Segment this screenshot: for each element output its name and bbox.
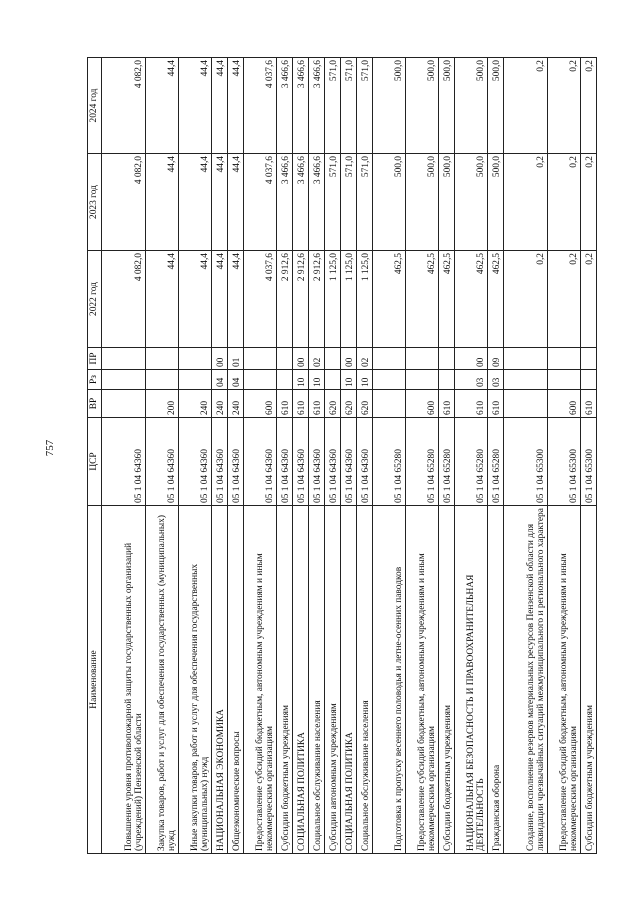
- row-value-2024: 500,0: [455, 58, 488, 154]
- row-value-2023: 44,4: [228, 154, 244, 251]
- row-csr: 05 1 04 65280: [488, 418, 504, 506]
- budget-table-container: [87, 58, 596, 854]
- row-pr: [581, 348, 597, 370]
- table-row: [504, 58, 548, 854]
- table-row: [439, 58, 455, 854]
- table-row: [146, 58, 179, 854]
- row-name: Предоставление субсидий бюджетным, автономным учреждениям и иным некоммерческим организациям: [406, 506, 439, 854]
- header-pr: ПР: [88, 348, 102, 370]
- row-value-2023: 3 466,6: [309, 154, 325, 251]
- row-name: СОЦИАЛЬНАЯ ПОЛИТИКА: [341, 506, 357, 854]
- row-value-2024: 44,4: [146, 58, 179, 154]
- row-pr: [102, 348, 146, 370]
- table-body: [102, 58, 597, 854]
- row-rz: [325, 370, 341, 390]
- row-name: Социальное обслуживание населения: [357, 506, 373, 854]
- row-rz: [277, 370, 293, 390]
- row-name: Социальное обслуживание населения: [309, 506, 325, 854]
- row-vr: [373, 390, 406, 418]
- row-value-2023: 500,0: [439, 154, 455, 251]
- row-rz: [439, 370, 455, 390]
- row-value-2024: 571,0: [325, 58, 341, 154]
- row-name: НАЦИОНАЛЬНАЯ БЕЗОПАСНОСТЬ И ПРАВООХРАНИТЕЛЬНАЯ ДЕЯТЕЛЬНОСТЬ: [455, 506, 488, 854]
- row-csr: 05 1 04 64360: [325, 418, 341, 506]
- row-pr: [146, 348, 179, 370]
- row-csr: 05 1 04 64360: [341, 418, 357, 506]
- row-vr: 620: [357, 390, 373, 418]
- row-value-2022: 4 037,6: [244, 251, 277, 348]
- row-rz: [179, 370, 212, 390]
- row-vr: 240: [212, 390, 228, 418]
- row-csr: 05 1 04 64360: [309, 418, 325, 506]
- header-2023: 2023 год: [88, 154, 102, 251]
- row-value-2022: 2 912,6: [277, 251, 293, 348]
- row-rz: 04: [228, 370, 244, 390]
- row-rz: 03: [488, 370, 504, 390]
- row-pr: [439, 348, 455, 370]
- row-value-2024: 571,0: [341, 58, 357, 154]
- row-name: Иные закупки товаров, работ и услуг для обеспечения государственных (муниципальных) нужд: [179, 506, 212, 854]
- row-value-2024: 3 466,6: [309, 58, 325, 154]
- row-value-2024: 44,4: [179, 58, 212, 154]
- row-value-2023: 0,2: [504, 154, 548, 251]
- row-value-2022: 462,5: [439, 251, 455, 348]
- row-value-2022: 2 912,6: [293, 251, 309, 348]
- row-rz: [548, 370, 581, 390]
- row-name: Гражданская оборона: [488, 506, 504, 854]
- row-pr: [373, 348, 406, 370]
- row-rz: [373, 370, 406, 390]
- row-pr: [406, 348, 439, 370]
- header-csr: ЦСР: [88, 418, 102, 506]
- row-value-2023: 500,0: [406, 154, 439, 251]
- row-value-2022: 1 125,0: [341, 251, 357, 348]
- table-row: [325, 58, 341, 854]
- row-vr: [504, 390, 548, 418]
- row-vr: 240: [228, 390, 244, 418]
- row-value-2023: 44,4: [179, 154, 212, 251]
- row-value-2023: 3 466,6: [293, 154, 309, 251]
- row-rz: 10: [309, 370, 325, 390]
- row-vr: 610: [581, 390, 597, 418]
- row-name: Закупка товаров, работ и услуг для обеспечения государственных (муниципальных) нужд: [146, 506, 179, 854]
- table-row: [309, 58, 325, 854]
- row-rz: 03: [455, 370, 488, 390]
- row-name: Подготовка к пропуску весеннего половодья и летне-осенних паводков: [373, 506, 406, 854]
- row-value-2024: 500,0: [488, 58, 504, 154]
- table-row: [293, 58, 309, 854]
- row-pr: [548, 348, 581, 370]
- row-value-2022: 2 912,6: [309, 251, 325, 348]
- row-vr: 610: [455, 390, 488, 418]
- table-row: [102, 58, 146, 854]
- row-value-2023: 44,4: [212, 154, 228, 251]
- row-rz: [581, 370, 597, 390]
- row-value-2022: 462,5: [455, 251, 488, 348]
- row-value-2024: 4 037,6: [244, 58, 277, 154]
- row-rz: [406, 370, 439, 390]
- row-name: Создание, восполнение резервов материальных ресурсов Пензенской области для ликвидации чрезвычайных ситуаций межмуниципального и регионального характера: [504, 506, 548, 854]
- row-name: НАЦИОНАЛЬНАЯ ЭКОНОМИКА: [212, 506, 228, 854]
- row-name: Предоставление субсидий бюджетным, автономным учреждениям и иным некоммерческим организациям: [548, 506, 581, 854]
- row-value-2023: 500,0: [455, 154, 488, 251]
- row-vr: 240: [179, 390, 212, 418]
- row-vr: 600: [406, 390, 439, 418]
- header-name: Наименование: [88, 506, 102, 854]
- row-value-2024: 500,0: [406, 58, 439, 154]
- row-name: Субсидии автономным учреждениям: [325, 506, 341, 854]
- row-name: Общеэкономические вопросы: [228, 506, 244, 854]
- table-row: [179, 58, 212, 854]
- row-csr: 05 1 04 65280: [455, 418, 488, 506]
- row-value-2023: 571,0: [357, 154, 373, 251]
- row-value-2024: 571,0: [357, 58, 373, 154]
- row-vr: 610: [488, 390, 504, 418]
- row-vr: 200: [146, 390, 179, 418]
- row-value-2022: 4 082,0: [102, 251, 146, 348]
- table-row: [548, 58, 581, 854]
- row-value-2023: 3 466,6: [277, 154, 293, 251]
- row-vr: 610: [309, 390, 325, 418]
- row-value-2024: 44,4: [212, 58, 228, 154]
- row-value-2023: 0,2: [548, 154, 581, 251]
- row-value-2023: 500,0: [488, 154, 504, 251]
- row-rz: 10: [341, 370, 357, 390]
- row-csr: 05 1 04 64360: [244, 418, 277, 506]
- table-row: [406, 58, 439, 854]
- row-rz: [504, 370, 548, 390]
- table-row: [455, 58, 488, 854]
- header-2022: 2022 год: [88, 251, 102, 348]
- row-value-2024: 0,2: [548, 58, 581, 154]
- row-value-2022: 1 125,0: [325, 251, 341, 348]
- row-value-2022: 0,2: [548, 251, 581, 348]
- row-value-2022: 0,2: [581, 251, 597, 348]
- row-csr: 05 1 04 65300: [581, 418, 597, 506]
- row-csr: 05 1 04 64360: [146, 418, 179, 506]
- row-value-2024: 44,4: [228, 58, 244, 154]
- row-value-2022: 44,4: [179, 251, 212, 348]
- row-value-2024: 3 466,6: [277, 58, 293, 154]
- row-vr: 620: [325, 390, 341, 418]
- row-vr: 610: [277, 390, 293, 418]
- row-pr: [179, 348, 212, 370]
- table-row: [244, 58, 277, 854]
- row-rz: [146, 370, 179, 390]
- row-rz: 04: [212, 370, 228, 390]
- row-name: Субсидии бюджетным учреждениям: [581, 506, 597, 854]
- row-name: Предоставление субсидий бюджетным, автономным учреждениям и иным некоммерческим организациям: [244, 506, 277, 854]
- table-row: [581, 58, 597, 854]
- header-rz: Рз: [88, 370, 102, 390]
- row-value-2022: 462,5: [406, 251, 439, 348]
- table-row: [373, 58, 406, 854]
- row-value-2023: 0,2: [581, 154, 597, 251]
- row-vr: 610: [293, 390, 309, 418]
- row-value-2023: 4 082,0: [102, 154, 146, 251]
- row-csr: 05 1 04 64360: [293, 418, 309, 506]
- table-header-row: [88, 58, 102, 854]
- row-rz: [102, 370, 146, 390]
- table-row: [488, 58, 504, 854]
- row-csr: 05 1 04 64360: [212, 418, 228, 506]
- row-vr: [102, 390, 146, 418]
- row-name: Субсидии бюджетным учреждениям: [277, 506, 293, 854]
- row-pr: [277, 348, 293, 370]
- row-vr: 600: [244, 390, 277, 418]
- table-row: [277, 58, 293, 854]
- row-name: Повышение уровня противопожарной защиты государственных организаций (учреждений) Пензенской области: [102, 506, 146, 854]
- row-value-2024: 0,2: [504, 58, 548, 154]
- row-pr: 02: [309, 348, 325, 370]
- row-rz: [244, 370, 277, 390]
- table-row: [228, 58, 244, 854]
- row-csr: 05 1 04 65280: [439, 418, 455, 506]
- page-number: 757: [44, 439, 56, 457]
- row-value-2024: 500,0: [373, 58, 406, 154]
- row-pr: 02: [357, 348, 373, 370]
- table-row: [357, 58, 373, 854]
- row-value-2024: 500,0: [439, 58, 455, 154]
- row-csr: 05 1 04 64360: [102, 418, 146, 506]
- row-value-2023: 44,4: [146, 154, 179, 251]
- row-csr: 05 1 04 64360: [277, 418, 293, 506]
- row-value-2023: 571,0: [325, 154, 341, 251]
- row-rz: 10: [293, 370, 309, 390]
- row-pr: [504, 348, 548, 370]
- row-pr: [325, 348, 341, 370]
- table-row: [212, 58, 228, 854]
- row-csr: 05 1 04 64360: [228, 418, 244, 506]
- rotated-table-frame: [87, 58, 596, 854]
- row-pr: [244, 348, 277, 370]
- row-value-2022: 462,5: [373, 251, 406, 348]
- row-pr: 00: [293, 348, 309, 370]
- row-value-2024: 3 466,6: [293, 58, 309, 154]
- row-value-2022: 1 125,0: [357, 251, 373, 348]
- row-pr: 00: [455, 348, 488, 370]
- row-csr: 05 1 04 65300: [504, 418, 548, 506]
- row-csr: 05 1 04 64360: [179, 418, 212, 506]
- row-vr: 600: [548, 390, 581, 418]
- row-value-2024: 4 082,0: [102, 58, 146, 154]
- row-value-2022: 44,4: [228, 251, 244, 348]
- row-csr: 05 1 04 65280: [406, 418, 439, 506]
- table-row: [341, 58, 357, 854]
- row-value-2022: 0,2: [504, 251, 548, 348]
- row-value-2022: 44,4: [146, 251, 179, 348]
- row-rz: 10: [357, 370, 373, 390]
- row-name: СОЦИАЛЬНАЯ ПОЛИТИКА: [293, 506, 309, 854]
- row-csr: 05 1 04 64360: [357, 418, 373, 506]
- row-value-2022: 44,4: [212, 251, 228, 348]
- header-2024: 2024 год: [88, 58, 102, 154]
- row-value-2023: 571,0: [341, 154, 357, 251]
- row-pr: 09: [488, 348, 504, 370]
- row-value-2024: 0,2: [581, 58, 597, 154]
- row-vr: 620: [341, 390, 357, 418]
- row-value-2023: 4 037,6: [244, 154, 277, 251]
- budget-table: [87, 57, 597, 854]
- row-pr: 00: [212, 348, 228, 370]
- row-value-2023: 500,0: [373, 154, 406, 251]
- row-csr: 05 1 04 65300: [548, 418, 581, 506]
- row-pr: 01: [228, 348, 244, 370]
- row-csr: 05 1 04 65280: [373, 418, 406, 506]
- row-name: Субсидии бюджетным учреждениям: [439, 506, 455, 854]
- row-vr: 610: [439, 390, 455, 418]
- header-vr: ВР: [88, 390, 102, 418]
- row-value-2022: 462,5: [488, 251, 504, 348]
- row-pr: 00: [341, 348, 357, 370]
